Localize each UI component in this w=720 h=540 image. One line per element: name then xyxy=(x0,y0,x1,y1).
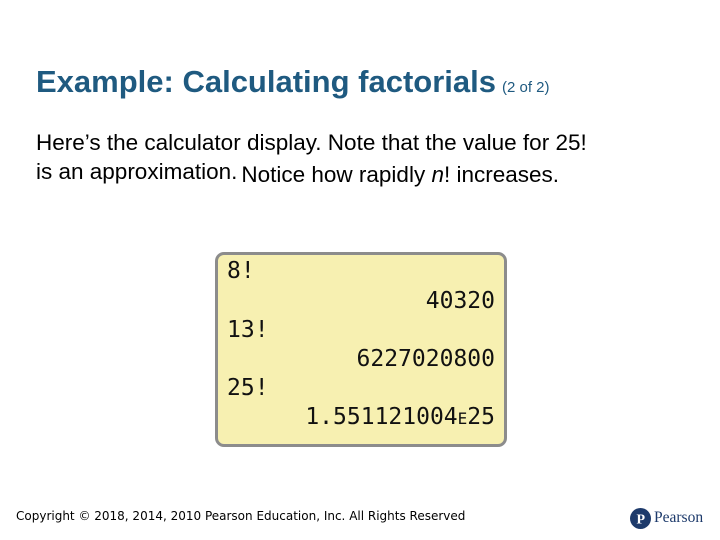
calc-expr-13: 13! xyxy=(227,317,269,343)
notice-post: ! increases. xyxy=(443,162,560,187)
pearson-logo-icon xyxy=(630,508,651,529)
variable-n: n xyxy=(431,162,444,187)
calc-result-25-exp-char: E xyxy=(457,409,468,428)
calc-result-8: 40320 xyxy=(425,288,495,314)
approximation-note: is an approximation. xyxy=(36,159,238,184)
pearson-wordmark: Pearson xyxy=(654,509,704,526)
slide-title xyxy=(36,64,550,100)
calc-expr-25: 25! xyxy=(227,375,269,401)
copyright-notice: Copyright © 2018, 2014, 2010 Pearson Education, Inc. All Rights Reserved xyxy=(16,509,466,523)
pearson-logo-letter: P xyxy=(636,511,646,527)
calc-expr-8: 8! xyxy=(227,258,255,284)
calc-result-25-mantissa: 1.551121004 xyxy=(305,404,458,430)
notice-text xyxy=(241,162,559,187)
calculator-display xyxy=(215,252,507,447)
calc-result-25 xyxy=(305,404,495,430)
pearson-brand xyxy=(630,506,703,530)
title-part-indicator: (2 of 2) xyxy=(501,79,550,96)
body-line-2 xyxy=(36,157,696,186)
calc-result-25-exponent: 25 xyxy=(467,404,495,430)
title-main: Example: Calculating factorials xyxy=(36,64,496,99)
body-paragraph xyxy=(36,128,696,186)
body-line-1: Here’s the calculator display. Note that the value for 25! xyxy=(36,130,587,155)
notice-pre: Notice how rapidly xyxy=(241,162,432,187)
calc-result-13: 6227020800 xyxy=(356,346,495,372)
